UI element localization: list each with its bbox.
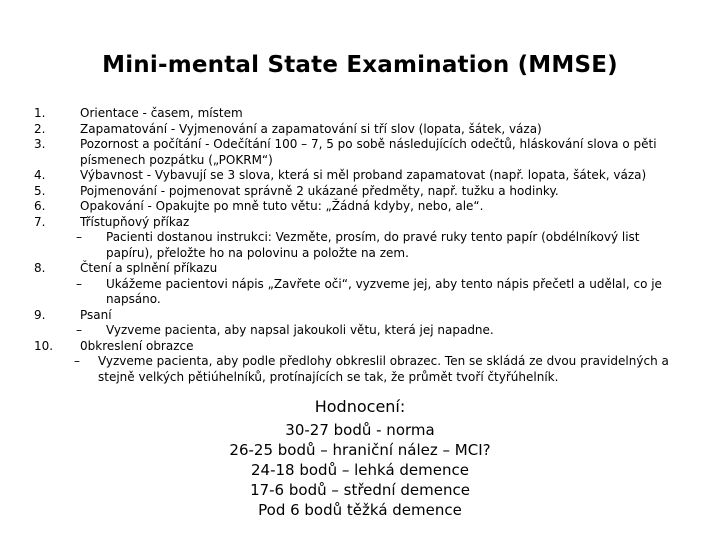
item-text: 0bkreslení obrazce <box>80 338 194 353</box>
item-text: Orientace - časem, místem <box>80 106 243 120</box>
scoring-line: 30-27 bodů - norma <box>285 421 435 439</box>
item-text: Opakování - Opakujte po mně tuto větu: „Žádná kdyby, nebo, ale“. <box>80 199 484 213</box>
dash-bullet: – <box>74 354 80 368</box>
item-number: 2. <box>34 121 46 136</box>
list-item <box>34 168 684 184</box>
item-text: Čtení a splnění příkazu <box>80 261 218 275</box>
item-text: Třístupňový příkaz <box>80 214 190 229</box>
scoring-line: Pod 6 bodů těžká demence <box>258 501 462 519</box>
item-text: Pozornost a počítání - Odečítání 100 – 7, 5 po sobě následujících odečtů, hláskování slova o pěti písmenech pozpátku („POKRM“) <box>80 137 657 167</box>
item-text: Psaní <box>80 307 112 322</box>
scoring-heading: Hodnocení: <box>314 397 406 416</box>
item-number: 10. <box>34 338 54 353</box>
item-number: 1. <box>34 106 46 120</box>
item-number: 8. <box>34 261 46 275</box>
scoring-line: 24-18 bodů – lehká demence <box>251 461 469 479</box>
sub-item-text: Pacienti dostanou instrukci: Vezměte, prosím, do pravé ruky tento papír (obdélníkový list papíru), přeložte ho na polovinu a položte na zem. <box>106 230 640 260</box>
dash-bullet: – <box>76 323 82 337</box>
scoring-section <box>0 396 720 520</box>
scoring-line: 26-25 bodů – hraniční nález – MCI? <box>229 441 491 459</box>
list-item <box>34 137 684 168</box>
item-number: 9. <box>34 307 46 322</box>
item-text: Zapamatování - Vyjmenování a zapamatování si tří slov (lopata, šátek, váza) <box>80 121 542 136</box>
sub-item-text: Vyzveme pacienta, aby napsal jakoukoli větu, která jej napadne. <box>106 323 494 337</box>
item-number: 6. <box>34 199 46 213</box>
dash-bullet: – <box>76 276 82 291</box>
page-title: Mini-mental State Examination (MMSE) <box>102 52 618 78</box>
sub-item <box>74 354 684 385</box>
item-number: 5. <box>34 183 46 198</box>
sub-item <box>76 230 684 261</box>
item-text: Výbavnost - Vybavují se 3 slova, která si měl proband zapamatovat (např. lopata, šátek, váza) <box>80 168 647 182</box>
dash-bullet: – <box>76 230 82 244</box>
list-item <box>34 122 684 138</box>
sub-item-text: Vyzveme pacienta, aby podle předlohy obkreslil obrazec. Ten se skládá ze dvou pravidelných a stejně velkých pětiúhelníků, protínajících se tak, že průmět tvoří čtyřúhelník. <box>98 354 669 384</box>
sub-item <box>76 277 684 308</box>
sub-item-text: Ukážeme pacientovi nápis „Zavřete oči“, vyzveme jej, aby tento nápis přečetl a udělal, co je napsáno. <box>106 276 662 306</box>
item-number: 7. <box>34 214 46 229</box>
scoring-line: 17-6 bodů – střední demence <box>250 481 470 499</box>
item-number: 4. <box>34 168 46 182</box>
item-number: 3. <box>34 137 46 151</box>
list-item <box>34 261 684 277</box>
item-text: Pojmenování - pojmenovat správně 2 ukázané předměty, např. tužku a hodinky. <box>80 183 559 198</box>
list-item <box>34 308 684 324</box>
list-item <box>34 184 684 200</box>
mmse-item-list <box>34 106 684 385</box>
list-item <box>34 199 684 215</box>
list-item <box>34 215 684 231</box>
list-item <box>34 106 684 122</box>
list-item <box>34 339 684 355</box>
sub-item <box>76 323 684 339</box>
